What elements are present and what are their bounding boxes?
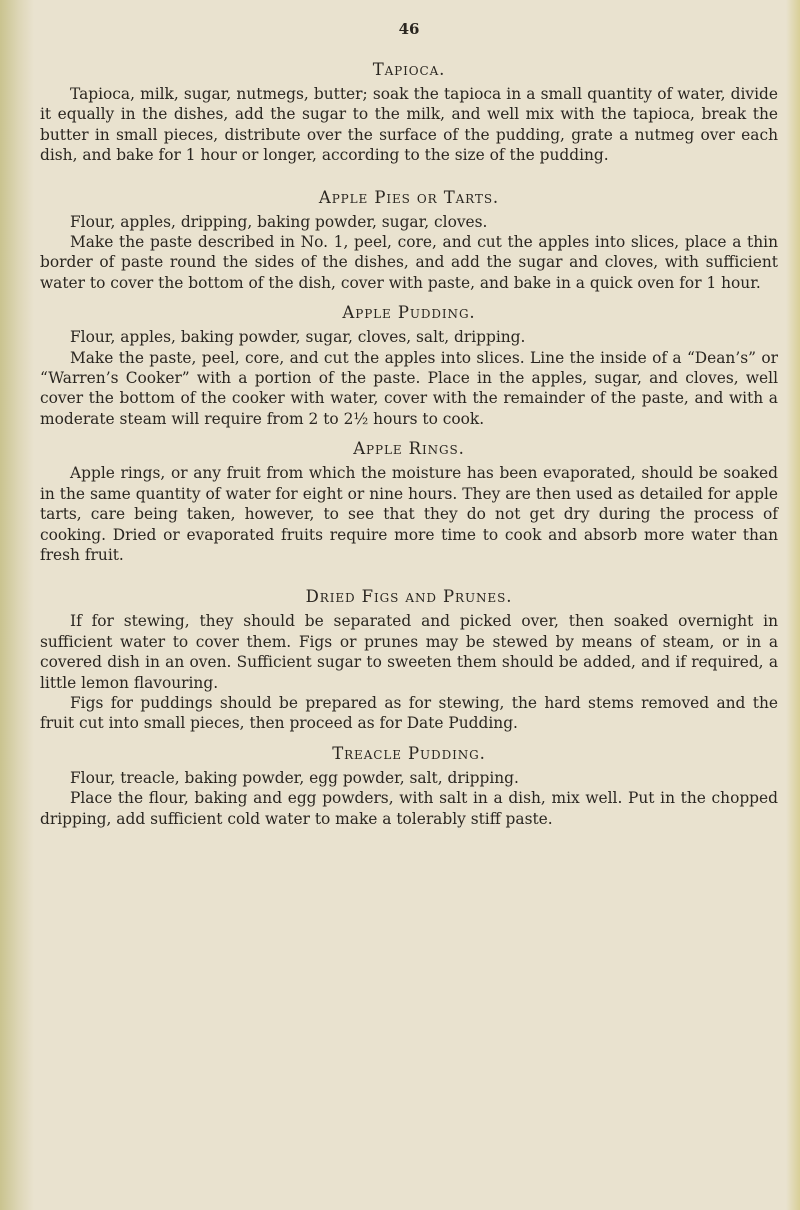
- section-tapioca: [40, 60, 778, 166]
- section-title: Dried Figs and Prunes.: [305, 587, 513, 607]
- scan-edge-right: [786, 0, 800, 1210]
- page-number: 46: [398, 20, 420, 38]
- scan-edge-left: [0, 0, 34, 1210]
- section-apple-pudding: [40, 303, 778, 429]
- paragraph: Figs for puddings should be prepared as for stewing, the hard stems removed and the fruit cut into small pieces, then proceed as for Date Pudding.: [40, 693, 778, 733]
- ingredients-paragraph: Flour, treacle, baking powder, egg powder, salt, dripping.: [70, 768, 519, 787]
- section-apple-pies-or-tarts: [40, 188, 778, 294]
- paragraph: Tapioca, milk, sugar, nutmegs, butter; soak the tapioca in a small quantity of water, divide it equally in the dishes, add the sugar to the milk, and well mix with the tapioca, break the butter in small pieces, distribute over the surface of the pudding, grate a nutmeg over each dish, and bake for 1 hour or longer, according to the size of the pudding.: [40, 85, 778, 165]
- section-title: Apple Pies or Tarts.: [318, 187, 500, 207]
- paragraph: If for stewing, they should be separated and picked over, then soaked overnight in sufficient water to cover them. Figs or prunes may be stewed by means of steam, or in a covered dish in an oven. Sufficient sugar to sweeten them should be added, and if required, a little lemon flavouring.: [40, 612, 778, 692]
- paragraph: Apple rings, or any fruit from which the moisture has been evaporated, should be soaked in the same quantity of water for eight or nine hours. They are then used as detailed for apple tarts, care being taken, however, to see that they do not get dry during the process of cooking. Dried or evaporated fruits require more time to cook and absorb more water than fresh fruit.: [40, 464, 778, 564]
- paragraph: Make the paste, peel, core, and cut the apples into slices. Line the inside of a “Dean’s” or “Warren’s Cooker” with a portion of the paste. Place in the apples, sugar, and cloves, well cover the bottom of the cooker with water, cover with the remainder of the paste, and with a moderate steam will require from 2 to 2½ hours to cook.: [40, 348, 778, 428]
- section-title: Apple Rings.: [353, 439, 465, 459]
- section-dried-figs-and-prunes: [40, 587, 778, 733]
- section-title: Apple Pudding.: [342, 303, 476, 323]
- paragraph: Make the paste described in No. 1, peel, core, and cut the apples into slices, place a thin border of paste round the sides of the dishes, and add the sugar and cloves, with sufficient water to cover the bottom of the dish, cover with paste, and bake in a quick oven for 1 hour.: [40, 233, 778, 292]
- section-title: Treacle Pudding.: [332, 743, 486, 763]
- section-apple-rings: [40, 439, 778, 565]
- section-treacle-pudding: [40, 744, 778, 829]
- section-title: Tapioca.: [372, 60, 446, 79]
- ingredients-paragraph: Flour, apples, dripping, baking powder, sugar, cloves.: [70, 212, 488, 231]
- ingredients-paragraph: Flour, apples, baking powder, sugar, cloves, salt, dripping.: [70, 328, 526, 347]
- book-page: [40, 20, 778, 829]
- paragraph: Place the flour, baking and egg powders, with salt in a dish, mix well. Put in the chopped dripping, add sufficient cold water to make a tolerably stiff paste.: [40, 789, 778, 828]
